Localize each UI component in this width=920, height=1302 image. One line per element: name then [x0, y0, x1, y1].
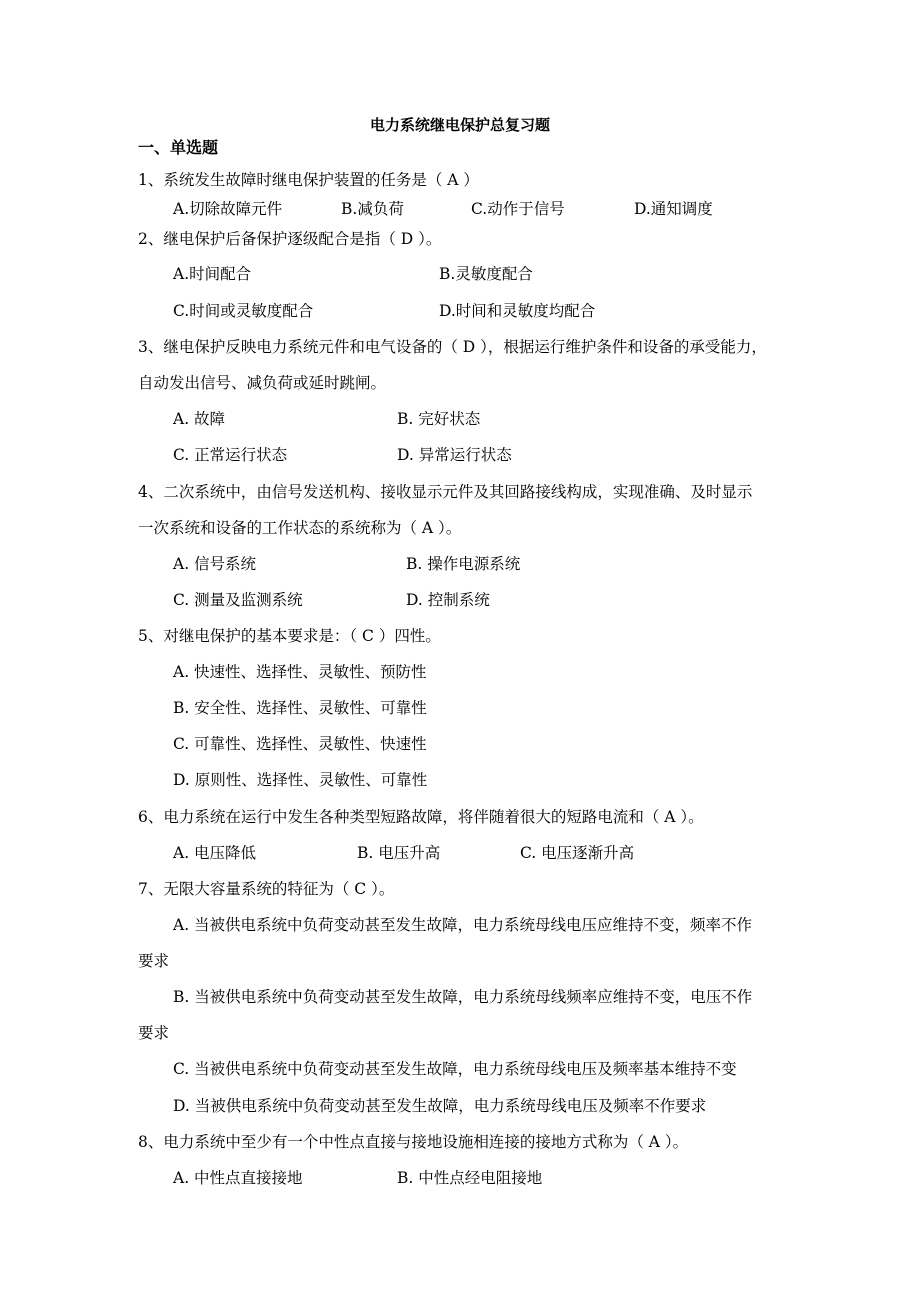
question-3-option-b: B. 完好状态 [397, 410, 481, 428]
question-2-option-a: A.时间配合 [173, 265, 252, 283]
question-7-option-a-line-1: A. 当被供电系统中负荷变动甚至发生故障，电力系统母线电压应维持不变，频率不作 [173, 916, 753, 934]
question-7-text: 7、无限大容量系统的特征为（ C ）。 [138, 880, 395, 898]
question-4-option-c: C. 测量及监测系统 [173, 591, 303, 609]
question-8-option-a: A. 中性点直接接地 [173, 1169, 303, 1187]
question-6-option-b: B. 电压升高 [357, 844, 441, 862]
question-5-option-d: D. 原则性、选择性、灵敏性、可靠性 [173, 771, 428, 789]
question-5-text: 5、对继电保护的基本要求是：（ C ）四性。 [138, 627, 441, 645]
question-1-text: 1、系统发生故障时继电保护装置的任务是（ A ） [138, 171, 479, 189]
question-2-option-c: C.时间或灵敏度配合 [173, 302, 314, 320]
question-1-option-b: B.减负荷 [341, 200, 404, 218]
question-5-option-a: A. 快速性、选择性、灵敏性、预防性 [173, 663, 427, 681]
question-4-option-b: B. 操作电源系统 [406, 555, 521, 573]
question-1-option-d: D.通知调度 [634, 200, 713, 218]
question-1-option-c: C.动作于信号 [471, 200, 565, 218]
question-7-option-b-line-2: 要求 [138, 1024, 170, 1042]
question-4-option-d: D. 控制系统 [406, 591, 490, 609]
question-6-option-a: A. 电压降低 [173, 844, 257, 862]
question-4-option-a: A. 信号系统 [173, 555, 257, 573]
question-3-option-c: C. 正常运行状态 [173, 446, 288, 464]
document-title: 电力系统继电保护总复习题 [369, 116, 550, 134]
question-8-text: 8、电力系统中至少有一个中性点直接与接地设施相连接的接地方式称为（ A ）。 [138, 1133, 689, 1151]
question-2-option-b: B.灵敏度配合 [439, 265, 533, 283]
question-4-text-line-1: 4、二次系统中，由信号发送机构、接收显示元件及其回路接线构成，实现准确、及时显示 [138, 483, 753, 501]
question-6-text: 6、电力系统在运行中发生各种类型短路故障，将伴随着很大的短路电流和（ A ）。 [138, 808, 704, 826]
question-3-option-a: A. 故障 [173, 410, 226, 428]
question-7-option-a-line-2: 要求 [138, 952, 170, 970]
question-5-option-b: B. 安全性、选择性、灵敏性、可靠性 [173, 699, 427, 717]
question-2-option-d: D.时间和灵敏度均配合 [439, 302, 596, 320]
question-7-option-d: D. 当被供电系统中负荷变动甚至发生故障，电力系统母线电压及频率不作要求 [173, 1097, 707, 1115]
question-6-option-c: C. 电压逐渐升高 [520, 844, 635, 862]
question-3-text-line-2: 自动发出信号、减负荷或延时跳闸。 [138, 374, 387, 392]
section-heading: 一、单选题 [138, 138, 219, 157]
question-1-option-a: A.切除故障元件 [173, 200, 283, 218]
question-2-text: 2、继电保护后备保护逐级配合是指（ D ）。 [138, 230, 442, 248]
question-3-option-d: D. 异常运行状态 [397, 446, 512, 464]
question-7-option-c: C. 当被供电系统中负荷变动甚至发生故障，电力系统母线电压及频率基本维持不变 [173, 1060, 737, 1078]
question-4-text-line-2: 一次系统和设备的工作状态的系统称为（ A ）。 [138, 519, 462, 537]
question-3-text-line-1: 3、继电保护反映电力系统元件和电气设备的（ D ），根据运行维护条件和设备的承受能力， [138, 338, 767, 356]
question-5-option-c: C. 可靠性、选择性、灵敏性、快速性 [173, 735, 427, 753]
question-8-option-b: B. 中性点经电阻接地 [397, 1169, 543, 1187]
question-7-option-b-line-1: B. 当被供电系统中负荷变动甚至发生故障，电力系统母线频率应维持不变，电压不作 [173, 988, 753, 1006]
